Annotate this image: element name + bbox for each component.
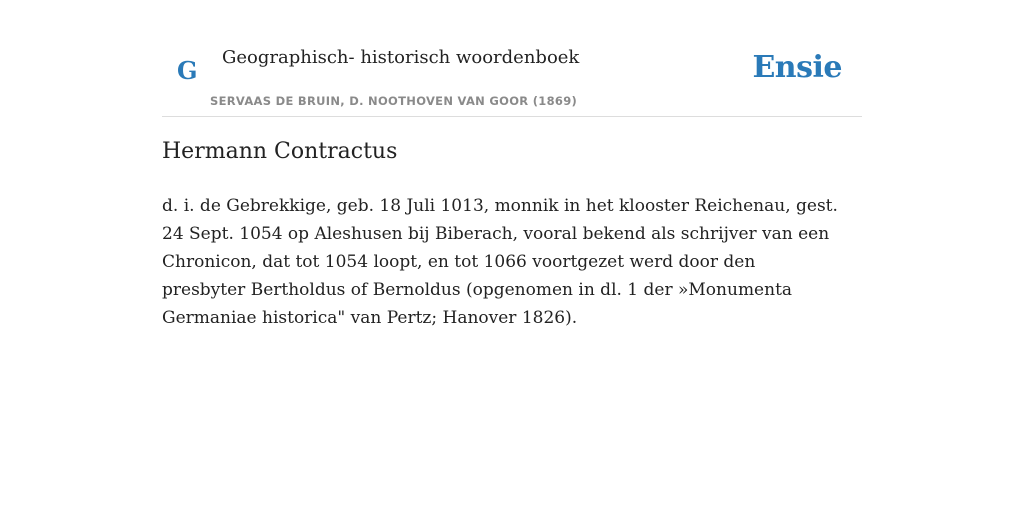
page-header: [162, 30, 862, 117]
ensie-logo-link[interactable]: Ensie: [752, 50, 842, 85]
entry-title: Hermann Contractus: [162, 139, 398, 164]
entry-body: d. i. de Gebrekkige, geb. 18 Juli 1013, monnik in het klooster Reichenau, gest. 24 Sept. 1054 op Aleshusen bij Biberach, vooral bekend als schrijver van een Chronicon, dat tot 1054 loopt, en tot 1066 voortgezet werd door den presbyter Bertholdus of Bernoldus (opgenomen in dl. 1 der »Monumenta Germaniae historica" van Pertz; Hanover 1826).: [162, 196, 838, 328]
book-title-link[interactable]: Geographisch- historisch woordenboek: [222, 47, 580, 68]
book-letter-link[interactable]: G: [177, 56, 198, 85]
book-authors-meta: SERVAAS DE BRUIN, D. NOOTHOVEN VAN GOOR (1869): [210, 94, 578, 108]
